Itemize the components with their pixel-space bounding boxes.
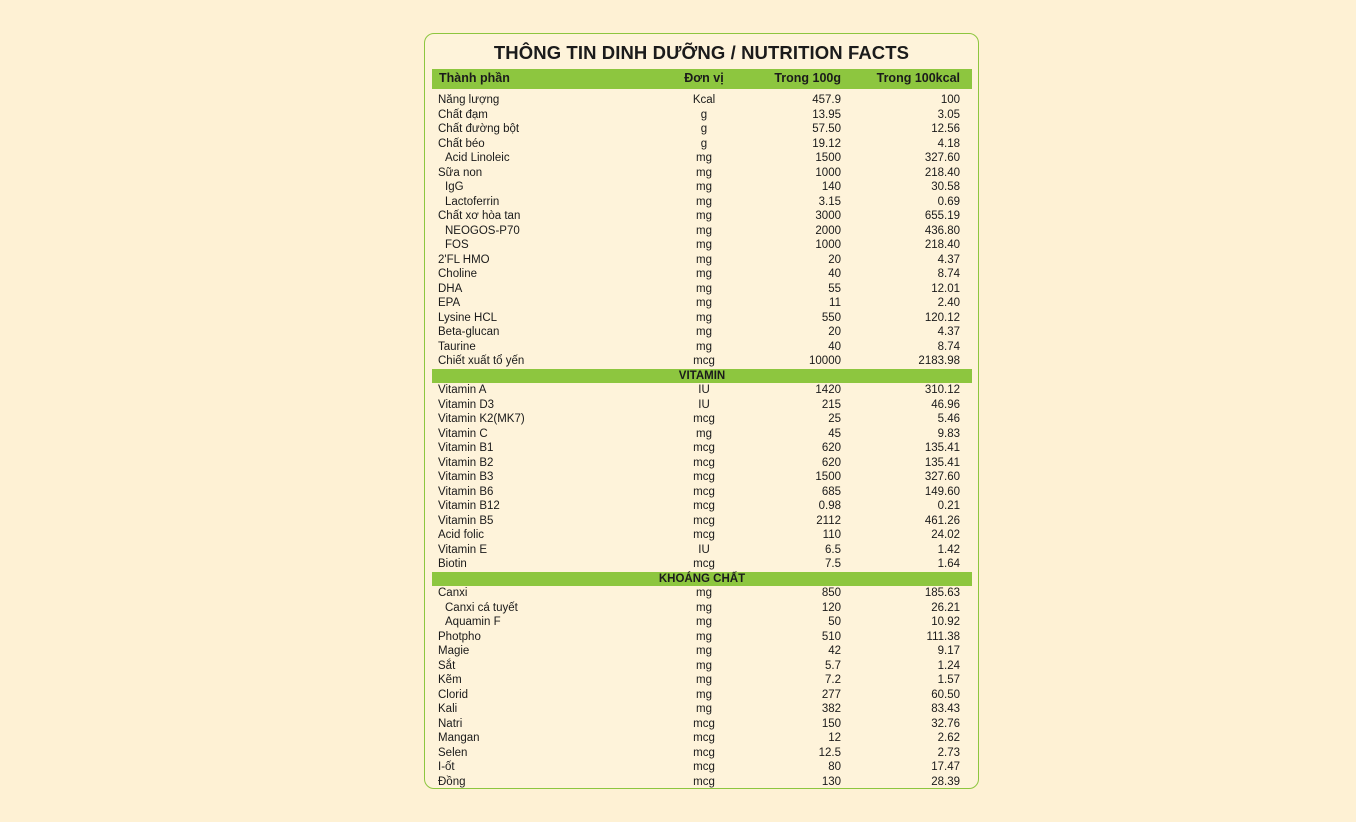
table-row: [432, 325, 972, 340]
nutrient-name: Chiết xuất tổ yến: [438, 355, 525, 367]
unit-cell: mg: [696, 195, 712, 208]
per-100kcal-cell: 436.80: [924, 224, 960, 237]
per-100g-cell: 40: [828, 268, 841, 280]
per-100kcal-cell: 327.60: [924, 471, 960, 483]
table-row: [432, 311, 972, 326]
per-100kcal-cell: 1.24: [937, 659, 960, 672]
unit-cell: mg: [696, 703, 712, 715]
nutrient-name: Năng lượng: [438, 94, 500, 106]
unit-cell: mcg: [693, 746, 715, 759]
nutrient-name: Taurine: [438, 340, 476, 353]
table-row: [432, 224, 972, 239]
per-100g-cell: 3.15: [818, 195, 841, 208]
per-100g-cell: 10000: [809, 355, 841, 367]
nutrient-name: Vitamin B12: [438, 500, 500, 512]
nutrient-name: Acid Linoleic: [445, 152, 510, 164]
unit-cell: mcg: [693, 500, 715, 512]
per-100kcal-cell: 135.41: [924, 456, 960, 469]
table-row: [432, 615, 972, 630]
table-row: [432, 166, 972, 181]
nutrient-name: 2'FL HMO: [438, 253, 490, 266]
nutrient-name: Đồng: [438, 775, 466, 788]
nutrient-name: IgG: [445, 181, 464, 193]
unit-cell: mg: [696, 166, 712, 179]
unit-cell: Kcal: [692, 94, 716, 106]
per-100kcal-cell: 149.60: [924, 485, 960, 498]
table-row: [432, 731, 972, 746]
per-100kcal-cell: 218.40: [924, 239, 960, 251]
nutrient-name: Chất đường bột: [438, 123, 520, 135]
unit-cell: mcg: [693, 413, 715, 425]
per-100kcal-cell: 83.43: [931, 703, 960, 715]
nutrient-name: FOS: [445, 239, 469, 251]
unit-cell: IU: [698, 543, 710, 556]
unit-cell: mg: [696, 587, 712, 599]
per-100g-cell: 382: [821, 703, 841, 715]
per-100g-cell: 55: [828, 282, 841, 295]
table-row: [432, 499, 972, 514]
nutrient-name: Canxi: [438, 587, 468, 599]
per-100kcal-cell: 218.40: [924, 166, 960, 179]
per-100kcal-cell: 9.83: [937, 427, 960, 440]
per-100g-cell: 1000: [815, 239, 841, 251]
table-row: [432, 760, 972, 775]
table-row: [432, 122, 972, 137]
per-100g-cell: 13.95: [812, 108, 841, 121]
per-100g-cell: 277: [821, 688, 841, 701]
per-100g-cell: 1000: [815, 166, 841, 179]
per-100g-cell: 57.50: [812, 123, 841, 135]
table-row: [432, 383, 972, 398]
table-row: [432, 267, 972, 282]
per-100kcal-cell: 4.18: [937, 137, 960, 150]
per-100kcal-cell: 46.96: [931, 398, 960, 411]
per-100kcal-cell: 2.40: [937, 297, 960, 309]
unit-cell: mcg: [693, 529, 715, 541]
nutrient-name: Mangan: [438, 732, 480, 744]
per-100g-cell: 130: [821, 775, 841, 788]
per-100kcal-cell: 26.21: [931, 601, 960, 614]
per-100kcal-cell: 10.92: [931, 616, 960, 628]
nutrient-name: Chất đạm: [438, 108, 488, 121]
unit-cell: mg: [696, 630, 712, 643]
per-100g-cell: 6.5: [825, 543, 841, 556]
unit-cell: mcg: [693, 456, 715, 469]
unit-cell: mg: [696, 616, 712, 628]
table-header: [432, 69, 972, 89]
nutrient-name: Kẽm: [438, 674, 462, 686]
per-100g-cell: 550: [821, 311, 841, 324]
nutrient-name: Lysine HCL: [438, 311, 498, 324]
unit-cell: mcg: [693, 775, 715, 788]
unit-cell: mg: [696, 297, 712, 309]
unit-cell: IU: [698, 398, 710, 411]
table-row: [432, 485, 972, 500]
per-100kcal-cell: 461.26: [924, 514, 960, 527]
unit-cell: mg: [696, 224, 712, 237]
nutrient-name: Aquamin F: [445, 616, 501, 628]
table-row: [432, 746, 972, 761]
table-row: [432, 253, 972, 268]
per-100g-cell: 40: [828, 340, 841, 353]
per-100g-cell: 510: [821, 630, 841, 643]
per-100g-cell: 620: [821, 456, 841, 469]
table-row: [432, 673, 972, 688]
per-100kcal-cell: 4.37: [937, 253, 960, 266]
per-100g-cell: 45: [828, 427, 841, 440]
per-100g-cell: 457.9: [812, 94, 841, 106]
unit-cell: mcg: [693, 442, 715, 454]
nutrient-name: Vitamin E: [438, 543, 488, 556]
nutrient-name: I-ốt: [438, 761, 455, 773]
table-row: [432, 586, 972, 601]
per-100kcal-cell: 100: [940, 94, 960, 106]
per-100g-cell: 80: [828, 761, 841, 773]
nutrient-name: Beta-glucan: [438, 326, 500, 338]
nutrient-name: Chất xơ hòa tan: [438, 210, 521, 222]
per-100g-cell: 7.5: [825, 558, 841, 570]
nutrient-name: EPA: [438, 297, 461, 309]
unit-cell: mcg: [693, 558, 715, 570]
nutrient-name: Lactoferrin: [445, 195, 500, 208]
per-100g-cell: 12.5: [818, 746, 841, 759]
table-row: [432, 282, 972, 297]
unit-cell: mcg: [693, 761, 715, 773]
table-row: [432, 441, 972, 456]
nutrient-name: Kali: [438, 703, 458, 715]
table-row: [432, 470, 972, 485]
nutrient-name: Vitamin D3: [438, 398, 495, 411]
page-title: THÔNG TIN DINH DƯỠNG / NUTRITION FACTS: [493, 42, 910, 63]
per-100g-cell: 2112: [816, 514, 841, 527]
table-row: [432, 195, 972, 210]
table-row: [432, 514, 972, 529]
per-100g-cell: 140: [821, 181, 841, 193]
per-100g-cell: 20: [828, 253, 841, 266]
per-100kcal-cell: 12.56: [931, 123, 960, 135]
table-row: [432, 296, 972, 311]
nutrient-name: Vitamin B1: [438, 442, 494, 454]
per-100kcal-cell: 32.76: [931, 717, 960, 730]
table-row: [432, 630, 972, 645]
per-100g-cell: 1500: [815, 471, 841, 483]
per-100kcal-cell: 3.05: [937, 108, 960, 121]
per-100kcal-cell: 8.74: [937, 268, 960, 280]
per-100g-cell: 20: [828, 326, 841, 338]
nutrient-name: Vitamin B3: [438, 471, 494, 483]
table-row: [432, 601, 972, 616]
nutrient-name: Vitamin B2: [438, 456, 494, 469]
table-row: [432, 659, 972, 674]
table-row: [432, 209, 972, 224]
unit-cell: mg: [696, 253, 712, 266]
table-row: [432, 688, 972, 703]
unit-cell: mg: [696, 311, 712, 324]
table-row: [432, 238, 972, 253]
per-100kcal-cell: 135.41: [924, 442, 960, 454]
nutrient-name: Sắt: [438, 659, 456, 672]
per-100g-cell: 850: [821, 587, 841, 599]
table-row: [432, 412, 972, 427]
per-100g-cell: 7.2: [825, 674, 841, 686]
nutrient-name: Vitamin K2(MK7): [438, 413, 525, 425]
per-100kcal-cell: 30.58: [931, 181, 960, 193]
table-row: [432, 557, 972, 572]
section-heading: VITAMIN: [432, 369, 972, 384]
nutrient-name: Clorid: [438, 688, 469, 701]
nutrient-name: Vitamin C: [438, 427, 488, 440]
per-100g-cell: 42: [828, 645, 841, 657]
per-100g-cell: 0.98: [818, 500, 841, 512]
table-row: [432, 427, 972, 442]
per-100g-cell: 12: [828, 732, 841, 744]
unit-cell: g: [700, 137, 708, 150]
unit-cell: mcg: [693, 514, 715, 527]
unit-cell: mg: [696, 674, 712, 686]
per-100g-cell: 150: [821, 717, 841, 730]
unit-cell: mg: [696, 659, 712, 672]
per-100kcal-cell: 185.63: [924, 587, 960, 599]
per-100g-cell: 120: [821, 601, 841, 614]
column-header-unit: Đơn vị: [684, 71, 724, 85]
table-row: [432, 151, 972, 166]
unit-cell: g: [700, 123, 708, 135]
per-100kcal-cell: 120.12: [924, 311, 960, 324]
per-100kcal-cell: 9.17: [937, 645, 960, 657]
per-100g-cell: 19.12: [812, 137, 841, 150]
per-100g-cell: 1500: [815, 152, 841, 164]
table-row: [432, 180, 972, 195]
per-100g-cell: 2000: [815, 224, 841, 237]
unit-cell: IU: [698, 384, 710, 396]
unit-cell: mcg: [693, 717, 715, 730]
table-row: [432, 456, 972, 471]
unit-cell: mcg: [693, 732, 715, 744]
nutrient-name: Vitamin B6: [438, 485, 494, 498]
nutrition-table-body: [432, 93, 972, 789]
nutrient-name: Chất béo: [438, 137, 485, 150]
nutrient-name: Acid folic: [438, 529, 485, 541]
per-100kcal-cell: 2.73: [937, 746, 960, 759]
per-100g-cell: 3000: [815, 210, 841, 222]
per-100kcal-cell: 28.39: [931, 775, 960, 788]
unit-cell: mcg: [693, 471, 715, 483]
per-100kcal-cell: 12.01: [931, 282, 960, 295]
table-row: [432, 108, 972, 123]
nutrient-name: Choline: [438, 268, 477, 280]
table-row: [432, 528, 972, 543]
nutrient-name: Vitamin B5: [438, 514, 494, 527]
unit-cell: mg: [696, 688, 712, 701]
per-100g-cell: 685: [821, 485, 841, 498]
column-header-name: Thành phần: [439, 71, 510, 85]
unit-cell: mg: [696, 210, 712, 222]
nutrient-name: DHA: [438, 282, 463, 295]
table-row: [432, 354, 972, 369]
per-100g-cell: 1420: [815, 384, 841, 396]
per-100g-cell: 25: [828, 413, 841, 425]
unit-cell: mg: [696, 340, 712, 353]
per-100kcal-cell: 327.60: [924, 152, 960, 164]
table-row: [432, 775, 972, 790]
per-100kcal-cell: 2.62: [937, 732, 960, 744]
table-row: [432, 93, 972, 108]
unit-cell: mg: [696, 239, 712, 251]
unit-cell: mg: [696, 601, 712, 614]
per-100g-cell: 50: [828, 616, 841, 628]
nutrient-name: Photpho: [438, 630, 481, 643]
per-100kcal-cell: 5.46: [937, 413, 960, 425]
table-row: [432, 543, 972, 558]
per-100g-cell: 11: [829, 297, 841, 309]
column-header-per-100kcal: Trong 100kcal: [876, 71, 960, 85]
per-100g-cell: 5.7: [825, 659, 841, 672]
per-100kcal-cell: 2183.98: [918, 355, 960, 367]
unit-cell: mcg: [693, 485, 715, 498]
per-100kcal-cell: 655.19: [924, 210, 960, 222]
unit-cell: g: [700, 108, 708, 121]
unit-cell: mg: [696, 282, 712, 295]
per-100kcal-cell: 111.38: [926, 630, 960, 643]
nutrient-name: NEOGOS-P70: [445, 224, 520, 237]
per-100kcal-cell: 8.74: [937, 340, 960, 353]
unit-cell: mg: [696, 427, 712, 440]
nutrient-name: Canxi cá tuyết: [445, 601, 518, 614]
per-100kcal-cell: 0.69: [937, 195, 960, 208]
per-100g-cell: 215: [821, 398, 841, 411]
table-row: [432, 398, 972, 413]
per-100kcal-cell: 1.42: [937, 543, 960, 556]
per-100g-cell: 620: [821, 442, 841, 454]
nutrient-name: Vitamin A: [438, 384, 487, 396]
nutrient-name: Sữa non: [438, 166, 483, 179]
table-row: [432, 702, 972, 717]
per-100kcal-cell: 0.21: [937, 500, 960, 512]
unit-cell: mcg: [693, 355, 715, 367]
table-row: [432, 644, 972, 659]
unit-cell: mg: [696, 326, 712, 338]
per-100kcal-cell: 60.50: [931, 688, 960, 701]
unit-cell: mg: [696, 152, 712, 164]
per-100kcal-cell: 1.64: [937, 558, 960, 570]
table-row: [432, 717, 972, 732]
column-header-per-100g: Trong 100g: [774, 71, 841, 85]
table-row: [432, 340, 972, 355]
unit-cell: mg: [696, 181, 712, 193]
per-100kcal-cell: 17.47: [931, 761, 960, 773]
nutrient-name: Selen: [438, 746, 468, 759]
unit-cell: mg: [696, 268, 712, 280]
per-100kcal-cell: 310.12: [924, 384, 960, 396]
per-100kcal-cell: 1.57: [937, 674, 960, 686]
table-row: [432, 137, 972, 152]
nutrient-name: Biotin: [438, 558, 467, 570]
nutrition-facts-panel: [424, 33, 979, 789]
unit-cell: mg: [696, 645, 712, 657]
nutrient-name: Natri: [438, 717, 463, 730]
per-100g-cell: 110: [822, 529, 841, 541]
nutrient-name: Magie: [438, 645, 470, 657]
per-100kcal-cell: 4.37: [937, 326, 960, 338]
per-100kcal-cell: 24.02: [931, 529, 960, 541]
section-heading: KHOÁNG CHẤT: [432, 572, 972, 587]
